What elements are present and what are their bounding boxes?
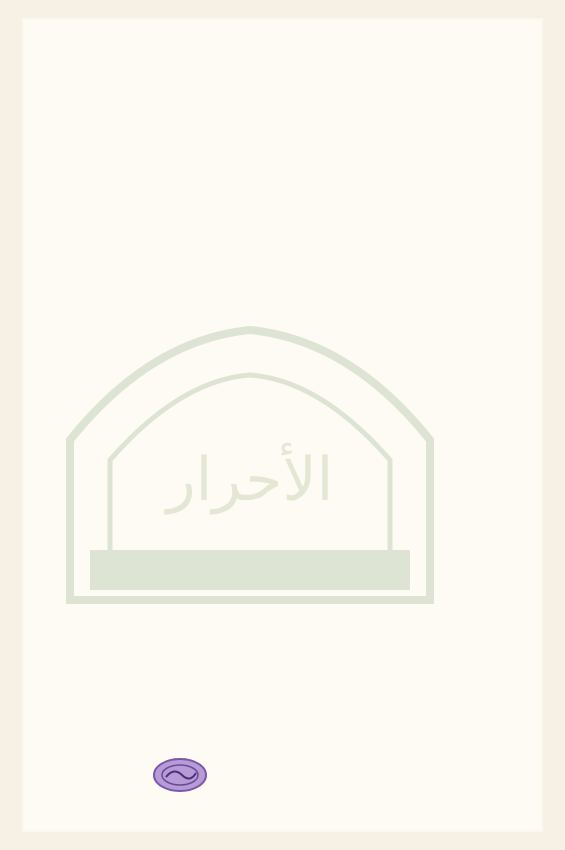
top-ornament-border — [0, 0, 565, 18]
right-ornament-border — [543, 0, 565, 850]
svg-text:الأحرار: الأحرار — [166, 445, 334, 515]
bottom-ornament-border — [0, 832, 565, 850]
watermark-emblem — [30, 300, 470, 620]
left-ornament-border — [0, 0, 22, 850]
signature-seal — [150, 755, 210, 795]
